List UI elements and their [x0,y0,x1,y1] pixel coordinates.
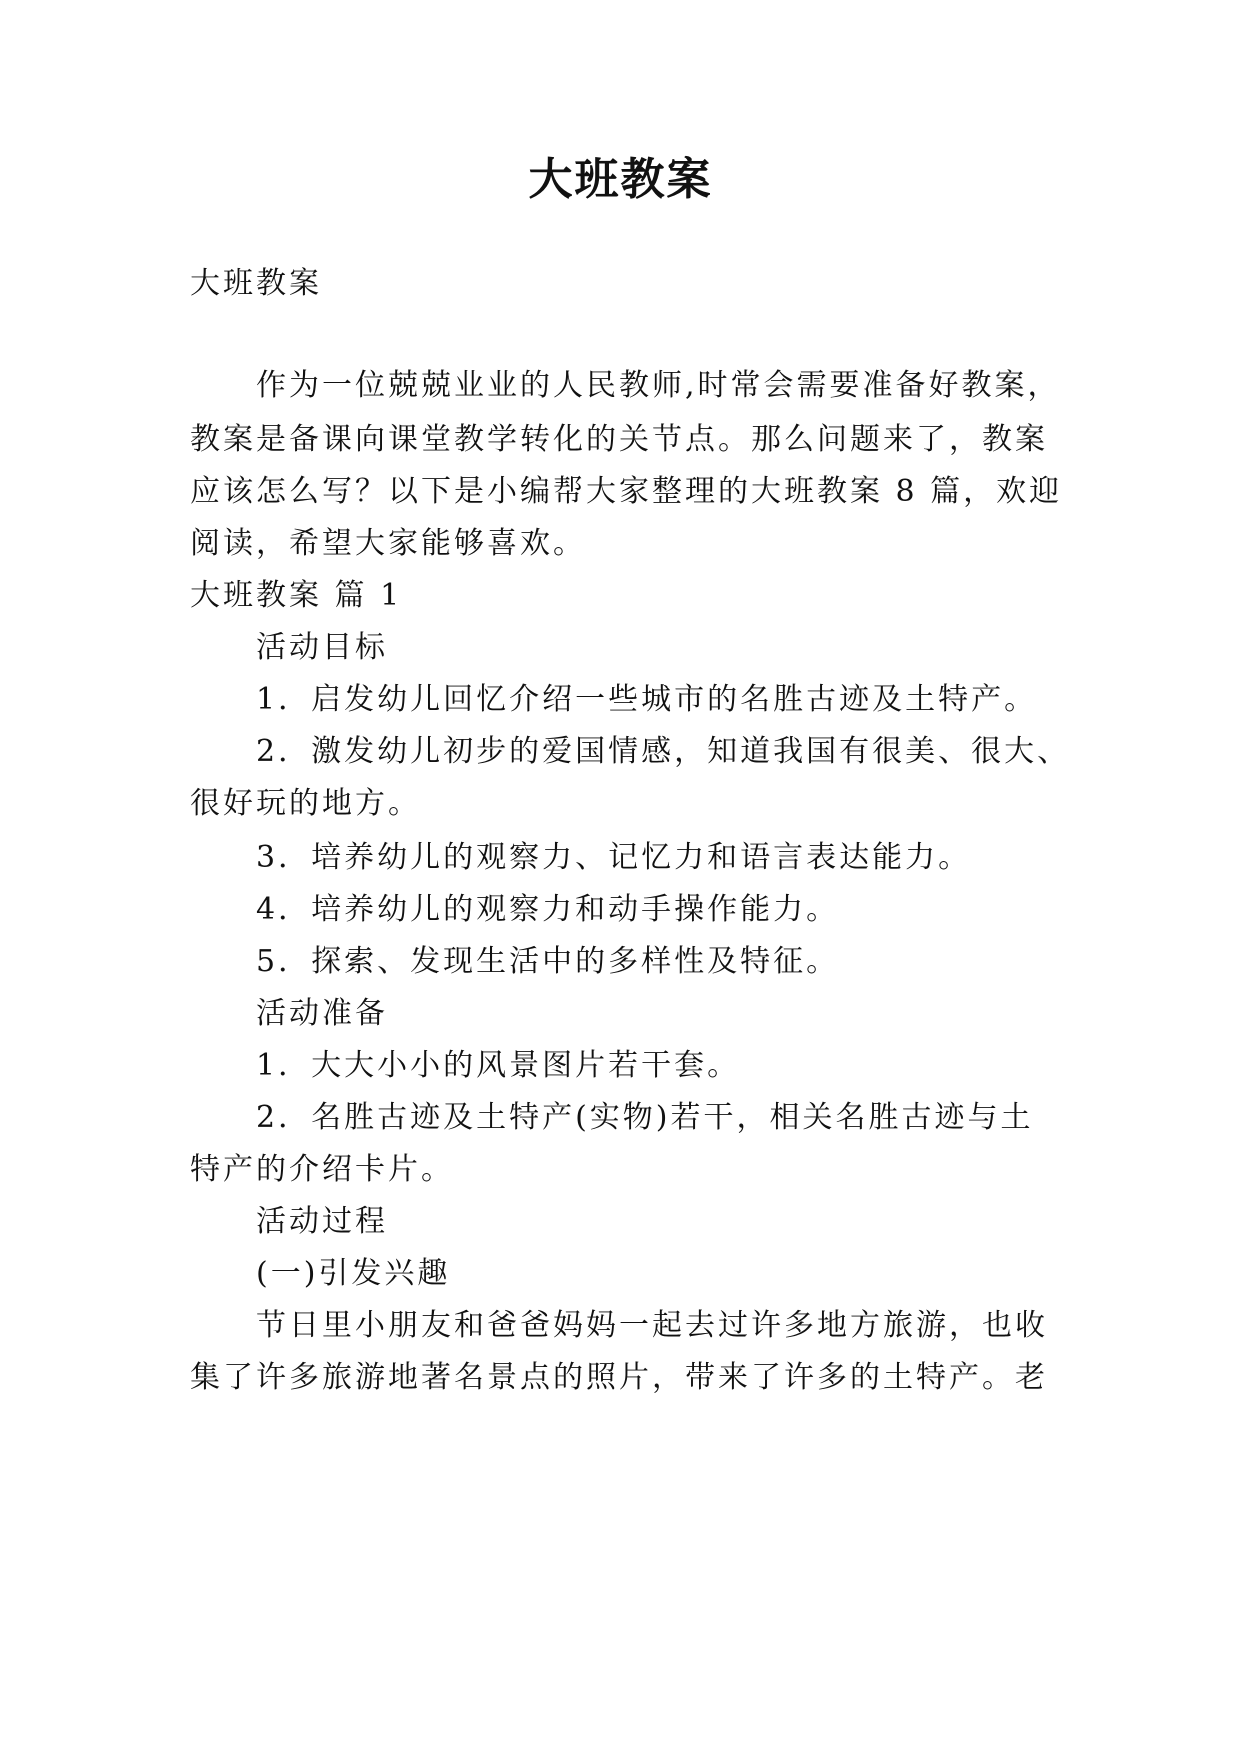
subtitle: 大班教案 [190,266,322,301]
process-step-1-line-2: 集了许多旅游地著名景点的照片，带来了许多的土特产。老 [190,1360,1048,1395]
section-heading: 大班教案 篇 1 [190,578,403,613]
goal-item-3: 3．培养幼儿的观察力、记忆力和语言表达能力。 [256,840,972,875]
intro-line-1: 作为一位兢兢业业的人民教师,时常会需要准备好教案， [256,368,1061,403]
preparation-item-2-cont: 特产的介绍卡片。 [190,1152,454,1187]
process-step-1-heading: (一)引发兴趣 [256,1256,451,1291]
intro-line-4: 阅读，希望大家能够喜欢。 [190,526,586,561]
process-step-1-line-1: 节日里小朋友和爸爸妈妈一起去过许多地方旅游，也收 [256,1308,1048,1343]
intro-line-3: 应该怎么写？以下是小编帮大家整理的大班教案 8 篇，欢迎 [190,474,1063,509]
goal-item-5: 5．探索、发现生活中的多样性及特征。 [256,944,840,979]
preparation-heading: 活动准备 [256,996,388,1031]
document-title: 大班教案 [528,154,713,205]
goal-item-2: 2．激发幼儿初步的爱国情感，知道我国有很美、很大、 [256,734,1071,769]
preparation-item-1: 1．大大小小的风景图片若干套。 [256,1048,741,1083]
goals-heading: 活动目标 [256,630,388,665]
goal-item-4: 4．培养幼儿的观察力和动手操作能力。 [256,892,840,927]
goal-item-1: 1．启发幼儿回忆介绍一些城市的名胜古迹及土特产。 [256,682,1038,717]
intro-line-2: 教案是备课向课堂教学转化的关节点。那么问题来了，教案 [190,422,1048,457]
preparation-item-2: 2．名胜古迹及土特产(实物)若干，相关名胜古迹与土 [256,1100,1034,1135]
goal-item-2-cont: 很好玩的地方。 [190,786,421,821]
process-heading: 活动过程 [256,1204,388,1239]
